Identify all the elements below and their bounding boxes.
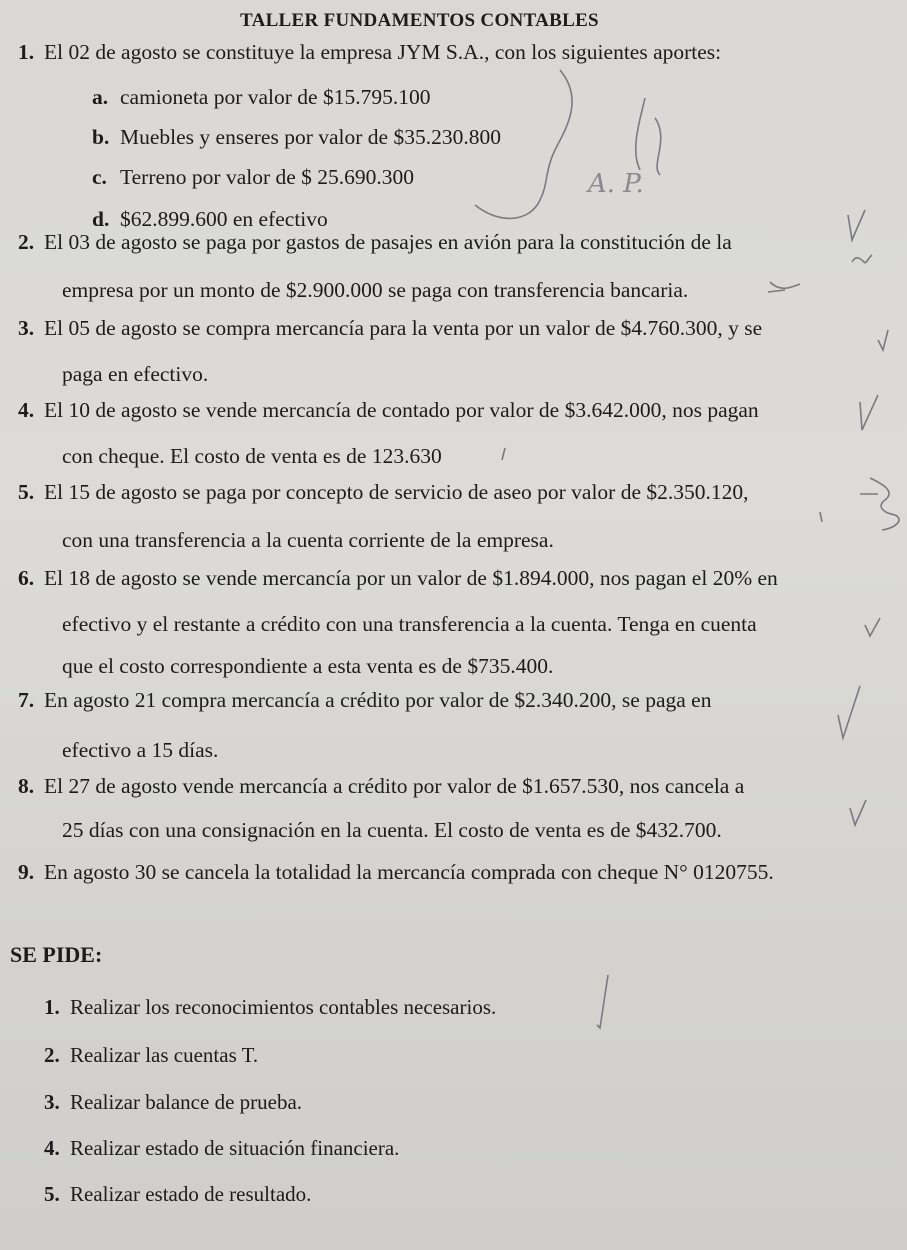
item-number: 7. (18, 688, 35, 712)
requirement-number: 1. (44, 995, 60, 1019)
requirement-text: Realizar estado de situación financiera. (70, 1136, 400, 1160)
requirement-number: 4. (44, 1136, 60, 1160)
item-7 (18, 688, 711, 713)
requirement-5 (44, 1182, 311, 1207)
item-text: En agosto 21 compra mercancía a crédito por valor de $2.340.200, se paga en (44, 688, 712, 712)
requirement-3 (44, 1090, 302, 1115)
checkmark-icon (878, 330, 888, 350)
item-7-line-2: efectivo a 15 días. (62, 738, 219, 762)
item-text: El 03 de agosto se paga por gastos de pasajes en avión para la constitución de la (44, 230, 732, 254)
item-text: El 15 de agosto se paga por concepto de servicio de aseo por valor de $2.350.120, (44, 480, 749, 504)
item-text: En agosto 30 se cancela la totalidad la mercancía comprada con cheque N° 0120755. (44, 860, 774, 884)
subitem-a (92, 85, 430, 110)
subitem-text: $62.899.600 en efectivo (120, 207, 328, 231)
subitem-d (92, 207, 328, 232)
subitem-letter: a. (92, 85, 109, 109)
requirement-4 (44, 1136, 399, 1161)
subitem-text: Terreno por valor de $ 25.690.300 (120, 165, 415, 189)
requirement-number: 2. (44, 1043, 60, 1067)
subitem-text: camioneta por valor de $15.795.100 (120, 85, 431, 109)
item-number: 9. (18, 860, 35, 884)
subitem-text: Muebles y enseres por valor de $35.230.800 (120, 125, 501, 149)
checkmark-icon (838, 686, 860, 738)
item-1 (18, 40, 721, 65)
handwritten-note: A. P. (588, 169, 644, 199)
item-8-line-2: 25 días con una consignación en la cuenta. El costo de venta es de $432.700. (62, 818, 722, 842)
checkmark-icon (860, 395, 878, 430)
item-number: 8. (18, 774, 35, 798)
checkmark-icon (597, 975, 608, 1028)
pencil-brace-mark (870, 478, 899, 530)
item-text: El 18 de agosto se vende mercancía por un valor de $1.894.000, nos pagan el 20% en (44, 566, 778, 590)
item-5 (18, 480, 749, 505)
subitem-b (92, 125, 501, 150)
item-2 (18, 230, 732, 255)
requirement-text: Realizar estado de resultado. (70, 1182, 312, 1206)
item-number: 3. (18, 316, 35, 340)
item-4-line-2: con cheque. El costo de venta es de 123.630 (62, 444, 442, 468)
item-number: 6. (18, 566, 35, 590)
pencil-tick-mark (820, 512, 822, 522)
item-number: 1. (18, 40, 35, 64)
requirements-heading: SE PIDE: (10, 942, 103, 967)
item-number: 4. (18, 398, 35, 422)
item-text: El 10 de agosto se vende mercancía de contado por valor de $3.642.000, nos pagan (44, 398, 759, 422)
item-number: 5. (18, 480, 35, 504)
item-9 (18, 860, 774, 885)
requirement-1 (44, 995, 496, 1020)
item-6-line-3: que el costo correspondiente a esta venta es de $735.400. (62, 654, 554, 678)
requirement-number: 5. (44, 1182, 60, 1206)
item-2-line-2: empresa por un monto de $2.900.000 se paga con transferencia bancaria. (62, 278, 689, 302)
subitem-letter: d. (92, 207, 110, 231)
requirement-text: Realizar los reconocimientos contables necesarios. (70, 995, 497, 1019)
requirement-text: Realizar balance de prueba. (70, 1090, 303, 1114)
item-8 (18, 774, 744, 799)
subitem-c (92, 165, 414, 190)
item-5-line-2: con una transferencia a la cuenta corriente de la empresa. (62, 528, 554, 552)
pencil-squiggle-mark (852, 255, 872, 263)
requirement-number: 3. (44, 1090, 60, 1114)
item-text: El 05 de agosto se compra mercancía para la venta por un valor de $4.760.300, y se (44, 316, 763, 340)
checkmark-icon (865, 618, 880, 636)
subitem-letter: b. (92, 125, 110, 149)
pencil-tick-mark (502, 448, 505, 460)
requirement-text: Realizar las cuentas T. (70, 1043, 259, 1067)
requirement-2 (44, 1043, 258, 1068)
item-text: El 27 de agosto vende mercancía a crédito por valor de $1.657.530, nos cancela a (44, 774, 745, 798)
item-6 (18, 566, 778, 591)
pencil-curve-mark (636, 98, 645, 170)
document-title: TALLER FUNDAMENTOS CONTABLES (240, 10, 599, 31)
item-6-line-2: efectivo y el restante a crédito con una transferencia a la cuenta. Tenga en cuenta (62, 612, 757, 636)
item-3 (18, 316, 762, 341)
pencil-stroke-mark (655, 118, 661, 175)
checkmark-icon (850, 800, 866, 825)
pencil-scribble-mark (768, 282, 800, 292)
checkmark-icon (848, 210, 865, 240)
item-number: 2. (18, 230, 35, 254)
item-3-line-2: paga en efectivo. (62, 362, 209, 386)
item-text: El 02 de agosto se constituye la empresa JYM S.A., con los siguientes aportes: (44, 40, 722, 64)
subitem-letter: c. (92, 165, 107, 189)
item-4 (18, 398, 759, 423)
